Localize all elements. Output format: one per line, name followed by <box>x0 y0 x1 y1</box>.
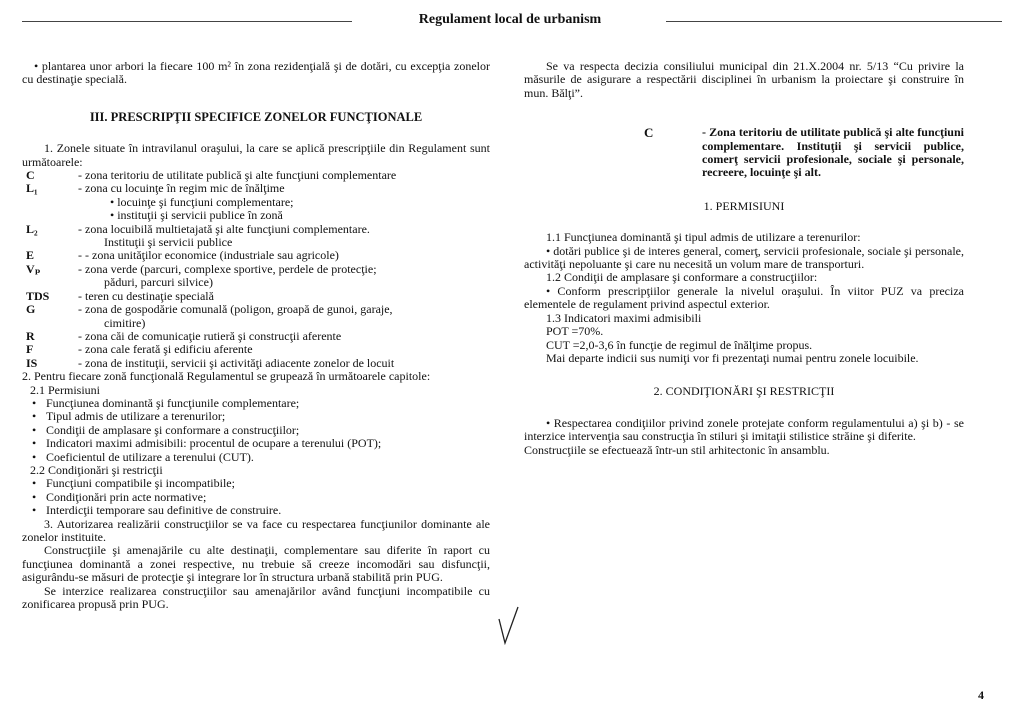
conditionari-heading: 2. CONDIŢIONĂRI ŞI RESTRICŢII <box>653 384 835 399</box>
page-number: 4 <box>978 688 984 702</box>
left-p2: 2. Pentru fiecare zonă funcţională Regulamentul se grupează în următoarele capitole: <box>22 369 431 384</box>
left-intro: • plantarea unor arbori la fiecare 100 m² în zona rezidenţială şi de dotări, cu excepţia zonelor cu destinaţie specială. <box>22 59 490 87</box>
zone-c-desc: - Zona teritoriu de utilitate publică şi alte funcţiuni complementare. Instituţii şi servicii publice, comerţ servicii profesionale, sociale şi personale, recreere, locuinţe şi alt. <box>702 125 964 180</box>
document-title: Regulament local de urbanism <box>418 12 602 27</box>
list-item <box>22 477 490 490</box>
left-p4: Construcţiile şi amenajările cu alte destinaţii, complementare sau diferite în raport cu funcţiunea dominantă a zonei respective, nu trebuie să creeze incomodări sau disfuncţii, asigurându-se măsuri de protecţie şi integrare lor în structura urbană stabilită prin PUG. <box>22 543 490 585</box>
right-p2b: • Respectarea condiţiilor privind zonele protejate conform regulamentului a) şi b) - se interzice intervenţia sau construcţia în stiluri şi imitaţii stilistice străine şi diferite. <box>524 415 964 444</box>
list-item-text: Condiţii de amplasare şi conformare a construcţiilor; <box>46 422 300 437</box>
right-column <box>524 60 964 457</box>
zone-desc: - zona de gospodărie comunală (poligon, groapă de gunoi, garaje, <box>78 302 393 317</box>
zone-sub-item: Instituţii şi servicii publice <box>104 235 233 250</box>
zone-sub-item: cimitire) <box>104 315 146 330</box>
bullet-icon: • <box>32 395 37 410</box>
zone-row <box>22 249 490 262</box>
left-p22: 2.2 Condiţionări şi restricţii <box>30 462 163 477</box>
section-title: III. PRESCRIPŢII SPECIFICE ZONELOR FUNCŢIONALE <box>89 109 423 124</box>
list-item <box>22 451 490 464</box>
list-item-text: Indicatori maximi admisibili: procentul de ocupare a terenului (POT); <box>46 436 382 451</box>
permisiuni-heading: 1. PERMISIUNI <box>703 198 785 213</box>
zone-row <box>22 303 490 316</box>
zone-desc: - - zona unităţilor economice (industriale sau agricole) <box>78 248 339 263</box>
list-item-text: Coeficientul de utilizare a terenului (CUT). <box>46 449 254 464</box>
list-item-text: Condiţionări prin acte normative; <box>46 489 207 504</box>
list-item <box>22 437 490 450</box>
list-item-text: Interdicţii temporare sau definitive de construire. <box>46 503 282 518</box>
zone-code: C <box>26 168 35 183</box>
zone-row <box>22 357 490 370</box>
list-item-text: Tipul admis de utilizare a terenurilor; <box>46 409 226 424</box>
zone-row <box>22 169 490 182</box>
handwritten-check-mark-icon <box>496 605 520 645</box>
zone-row <box>22 290 490 303</box>
bullet-icon: • <box>32 489 37 504</box>
right-note: Mai departe indicii sus numiţi vor fi prezentaţi numai pentru zonele locuibile. <box>546 350 919 365</box>
right-intro: Se va respecta decizia consiliului municipal din 21.X.2004 nr. 5/13 “Cu privire la măsurile de asigurare a respectării disciplinei în urbanism la proiectare şi construire în mun. Bălţi”. <box>524 59 964 100</box>
zone-desc: - zona verde (parcuri, complexe sportive, perdele de protecţie; <box>78 261 377 276</box>
zone-row <box>22 223 490 236</box>
bullet-icon: • <box>32 422 37 437</box>
header-rule-left <box>22 21 352 22</box>
header-rule-right <box>666 21 1002 22</box>
right-p11b: • dotări publice şi de interes general, comerţ, servicii profesionale, sociale şi personale, activităţi nepoluante şi care nu necesită un volum mare de transporturi. <box>524 243 964 272</box>
bullet-icon: • <box>32 436 37 451</box>
left-p1: 1. Zonele situate în intravilanul oraşului, la care se aplică prescripţiile din Regulament sunt următoarele: <box>22 141 490 169</box>
bullet-icon: • <box>32 449 37 464</box>
bullet-icon: • <box>32 409 37 424</box>
zone-code: R <box>26 328 35 343</box>
list-item <box>22 410 490 423</box>
list-item <box>22 397 490 410</box>
left-p3: 3. Autorizarea realizării construcţiilor se va face cu respectarea funcţiunilor dominante ale zonelor instituite. <box>22 516 490 544</box>
list-item <box>22 504 490 517</box>
zone-sub-item: păduri, parcuri silvice) <box>104 275 213 290</box>
zone-code: F <box>26 342 34 357</box>
right-pot: POT =70%. <box>546 324 604 339</box>
left-p5: Se interzice realizarea construcţiilor sau amenajărilor având funcţiuni incompatibile cu zonificarea propusă prin PUG. <box>22 583 490 612</box>
zone-code: E <box>26 248 35 263</box>
page-header <box>0 10 1024 32</box>
list-item <box>22 424 490 437</box>
bullet-icon: • <box>32 476 37 491</box>
zone-desc: - zona locuibilă multietajată şi alte funcţiuni complementare. <box>78 221 370 236</box>
right-p2c: Construcţiile se efectuează într-un stil arhitectonic în ansamblu. <box>524 442 830 457</box>
zone-code: IS <box>26 355 38 370</box>
zone-code: TDS <box>26 288 50 303</box>
zone-desc: - zona cale ferată şi edificiu aferente <box>78 342 253 357</box>
zone-desc: - zona cu locuinţe în regim mic de înălţime <box>78 181 285 196</box>
zone-desc: - zona de instituţii, servicii şi activităţi adiacente zonelor de locuit <box>78 355 395 370</box>
zone-desc: - teren cu destinaţie specială <box>78 288 214 303</box>
right-p11: 1.1 Funcţiunea dominantă şi tipul admis de utilizare a terenurilor: <box>546 230 861 245</box>
zone-desc: - zona teritoriu de utilitate publică şi alte funcţiuni complementare <box>78 168 397 183</box>
zone-row <box>22 343 490 356</box>
list-item <box>22 491 490 504</box>
right-cut: CUT =2,0-3,6 în funcţie de regimul de înălţime propus. <box>546 337 813 352</box>
list-item-text: Funcţiunea dominantă şi funcţiunile complementare; <box>46 395 300 410</box>
zone-row <box>22 330 490 343</box>
zone-c-heading <box>524 126 964 180</box>
zone-row <box>22 182 490 195</box>
zone-sub-item: • locuinţe şi funcţiuni complementare; <box>110 194 294 209</box>
right-p13: 1.3 Indicatori maximi admisibili <box>546 310 702 325</box>
zone-code: L₂ <box>26 221 38 236</box>
zone-row <box>22 263 490 276</box>
zone-desc: - zona căi de comunicaţie rutieră şi construcţii aferente <box>78 328 342 343</box>
zone-code: G <box>26 302 36 317</box>
zone-sub-item: • instituţii şi servicii publice în zonă <box>110 208 283 223</box>
zone-code: L₁ <box>26 181 38 196</box>
left-column <box>22 60 490 611</box>
right-p12: 1.2 Condiţii de amplasare şi conformare a construcţiilor: <box>546 270 818 285</box>
zone-code: Vₚ <box>26 261 41 276</box>
zone-c-code: C <box>644 125 654 141</box>
left-p21: 2.1 Permisiuni <box>30 382 101 397</box>
right-p12b: • Conform prescripţiilor generale la nivelul oraşului. În viitor PUZ va preciza elementele de regulament privind aspectul exterior. <box>524 283 964 312</box>
bullet-icon: • <box>32 503 37 518</box>
list-item-text: Funcţiuni compatibile şi incompatibile; <box>46 476 235 491</box>
